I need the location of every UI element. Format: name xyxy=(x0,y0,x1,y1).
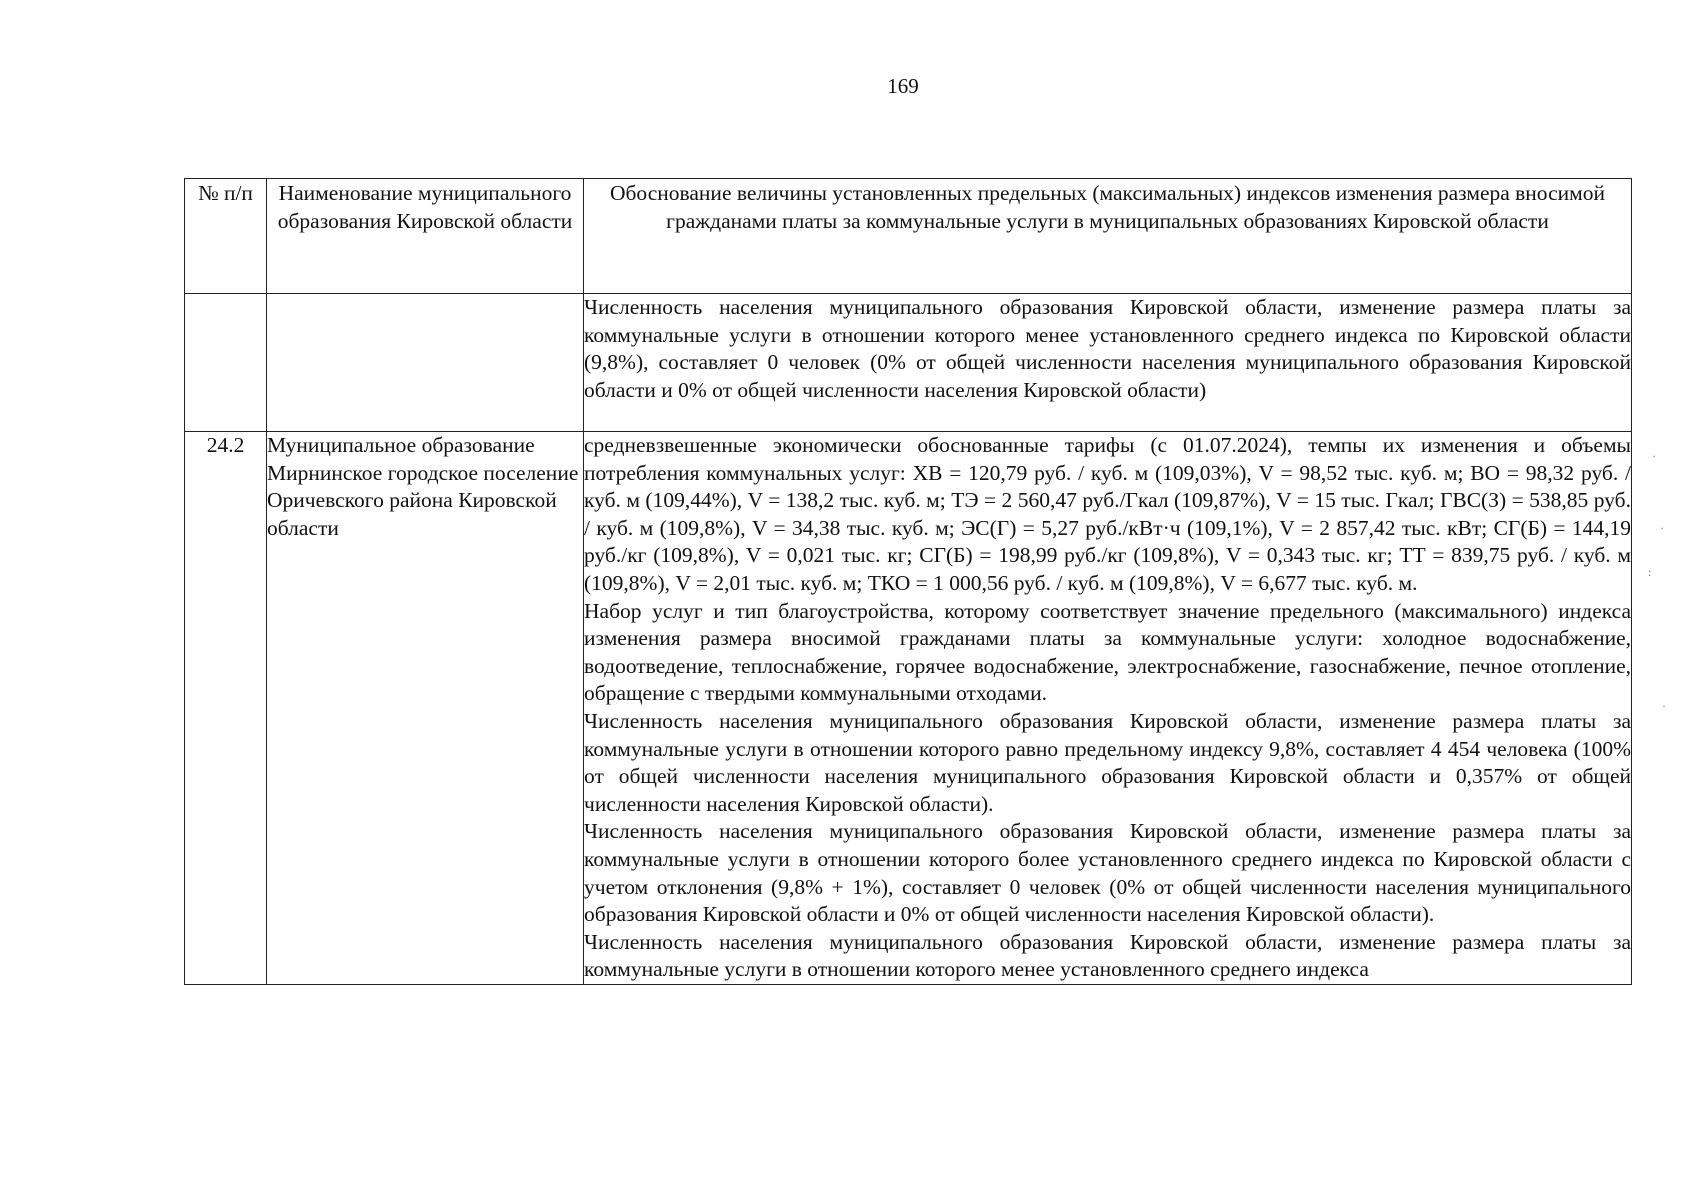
services-paragraph: Набор услуг и тип благоустройства, которому соответствует значение предельного (максимального) индекса изменения размера вносимой гражданами платы за коммунальные услуги: холодное водоснабжение, водоотведение, теплоснабжение, горячее водоснабжение, электроснабжение, газоснабжение, печное отопление, обращение с твердыми коммунальными отходами. xyxy=(584,598,1631,706)
page-number: 169 xyxy=(887,74,919,98)
population-above-paragraph: Численность населения муниципального образования Кировской области, изменение размера платы за коммунальные услуги в отношении которого более установленного среднего индекса по Кировской области с учетом отклонения (9,8% + 1%), составляет 0 человек (0% от общей численности населения муниципального образования Кировской области и 0% от общей численности населения Кировской области). xyxy=(584,819,1631,927)
table-row xyxy=(185,432,1632,985)
scan-speck: · xyxy=(1660,521,1664,535)
scan-speck: · xyxy=(1662,699,1666,713)
header-municipality: Наименование муниципального образования Кировской области xyxy=(267,179,584,294)
tariffs-paragraph: средневзвешенные экономически обоснованные тарифы (с 01.07.2024), темпы их изменения и объемы потребления коммунальных услуг: ХВ = 120,79 руб. / куб. м (109,03%), V = 98,52 тыс. куб. м; ВО = 98,32 руб. / куб. м (109,44%), V = 138,2 тыс. куб. м; ТЭ = 2 560,47 руб./Гкал (109,87%), V = 15 тыс. Гкал; ГВС(З) = 538,85 руб. / куб. м (109,8%), V = 34,38 тыс. куб. м; ЭС(Г) = 5,27 руб./кВт·ч (109,1%), V = 2 857,42 тыс. кВт; СГ(Б) = 144,19 руб./кг (109,8%), V = 0,021 тыс. кг; СГ(Б) = 198,99 руб./кг (109,8%), V = 0,343 тыс. кг; ТТ = 839,75 руб. / куб. м (109,8%), V = 2,01 тыс. куб. м; ТКО = 1 000,56 руб. / куб. м (109,8%), V = 6,677 тыс. куб. м. xyxy=(584,433,1631,595)
scan-speck: : xyxy=(1648,565,1652,579)
row-justification xyxy=(584,432,1632,985)
table-row xyxy=(185,294,1632,432)
row-number xyxy=(185,294,267,432)
justification-paragraph: Численность населения муниципального образования Кировской области, изменение размера платы за коммунальные услуги в отношении которого менее установленного среднего индекса по Кировской области (9,8%), составляет 0 человек (0% от общей численности населения муниципального образования Кировской области и 0% от общей численности населения Кировской области) xyxy=(584,295,1631,402)
population-below-paragraph: Численность населения муниципального образования Кировской области, изменение размера платы за коммунальные услуги в отношении которого менее установленного среднего индекса xyxy=(584,929,1631,982)
row-municipality xyxy=(267,294,584,432)
tariff-index-table xyxy=(184,178,1632,985)
header-justification: Обоснование величины установленных предельных (максимальных) индексов изменения размера вносимой гражданами платы за коммунальные услуги в муниципальных образованиях Кировской области xyxy=(584,179,1632,294)
row-municipality: Муниципальное образование Мирнинское городское поселение Оричевского района Кировской области xyxy=(267,432,584,985)
row-number: 24.2 xyxy=(185,432,267,985)
population-equal-paragraph: Численность населения муниципального образования Кировской области, изменение размера платы за коммунальные услуги в отношении которого равно предельному индексу 9,8%, составляет 4 454 человека (100% от общей численности населения муниципального образования Кировской области и 0,357% от общей численности населения Кировской области). xyxy=(584,708,1631,816)
table-header-row xyxy=(185,179,1632,294)
row-justification xyxy=(584,294,1632,432)
header-number: № п/п xyxy=(185,179,267,294)
scan-speck: · xyxy=(1652,449,1656,463)
